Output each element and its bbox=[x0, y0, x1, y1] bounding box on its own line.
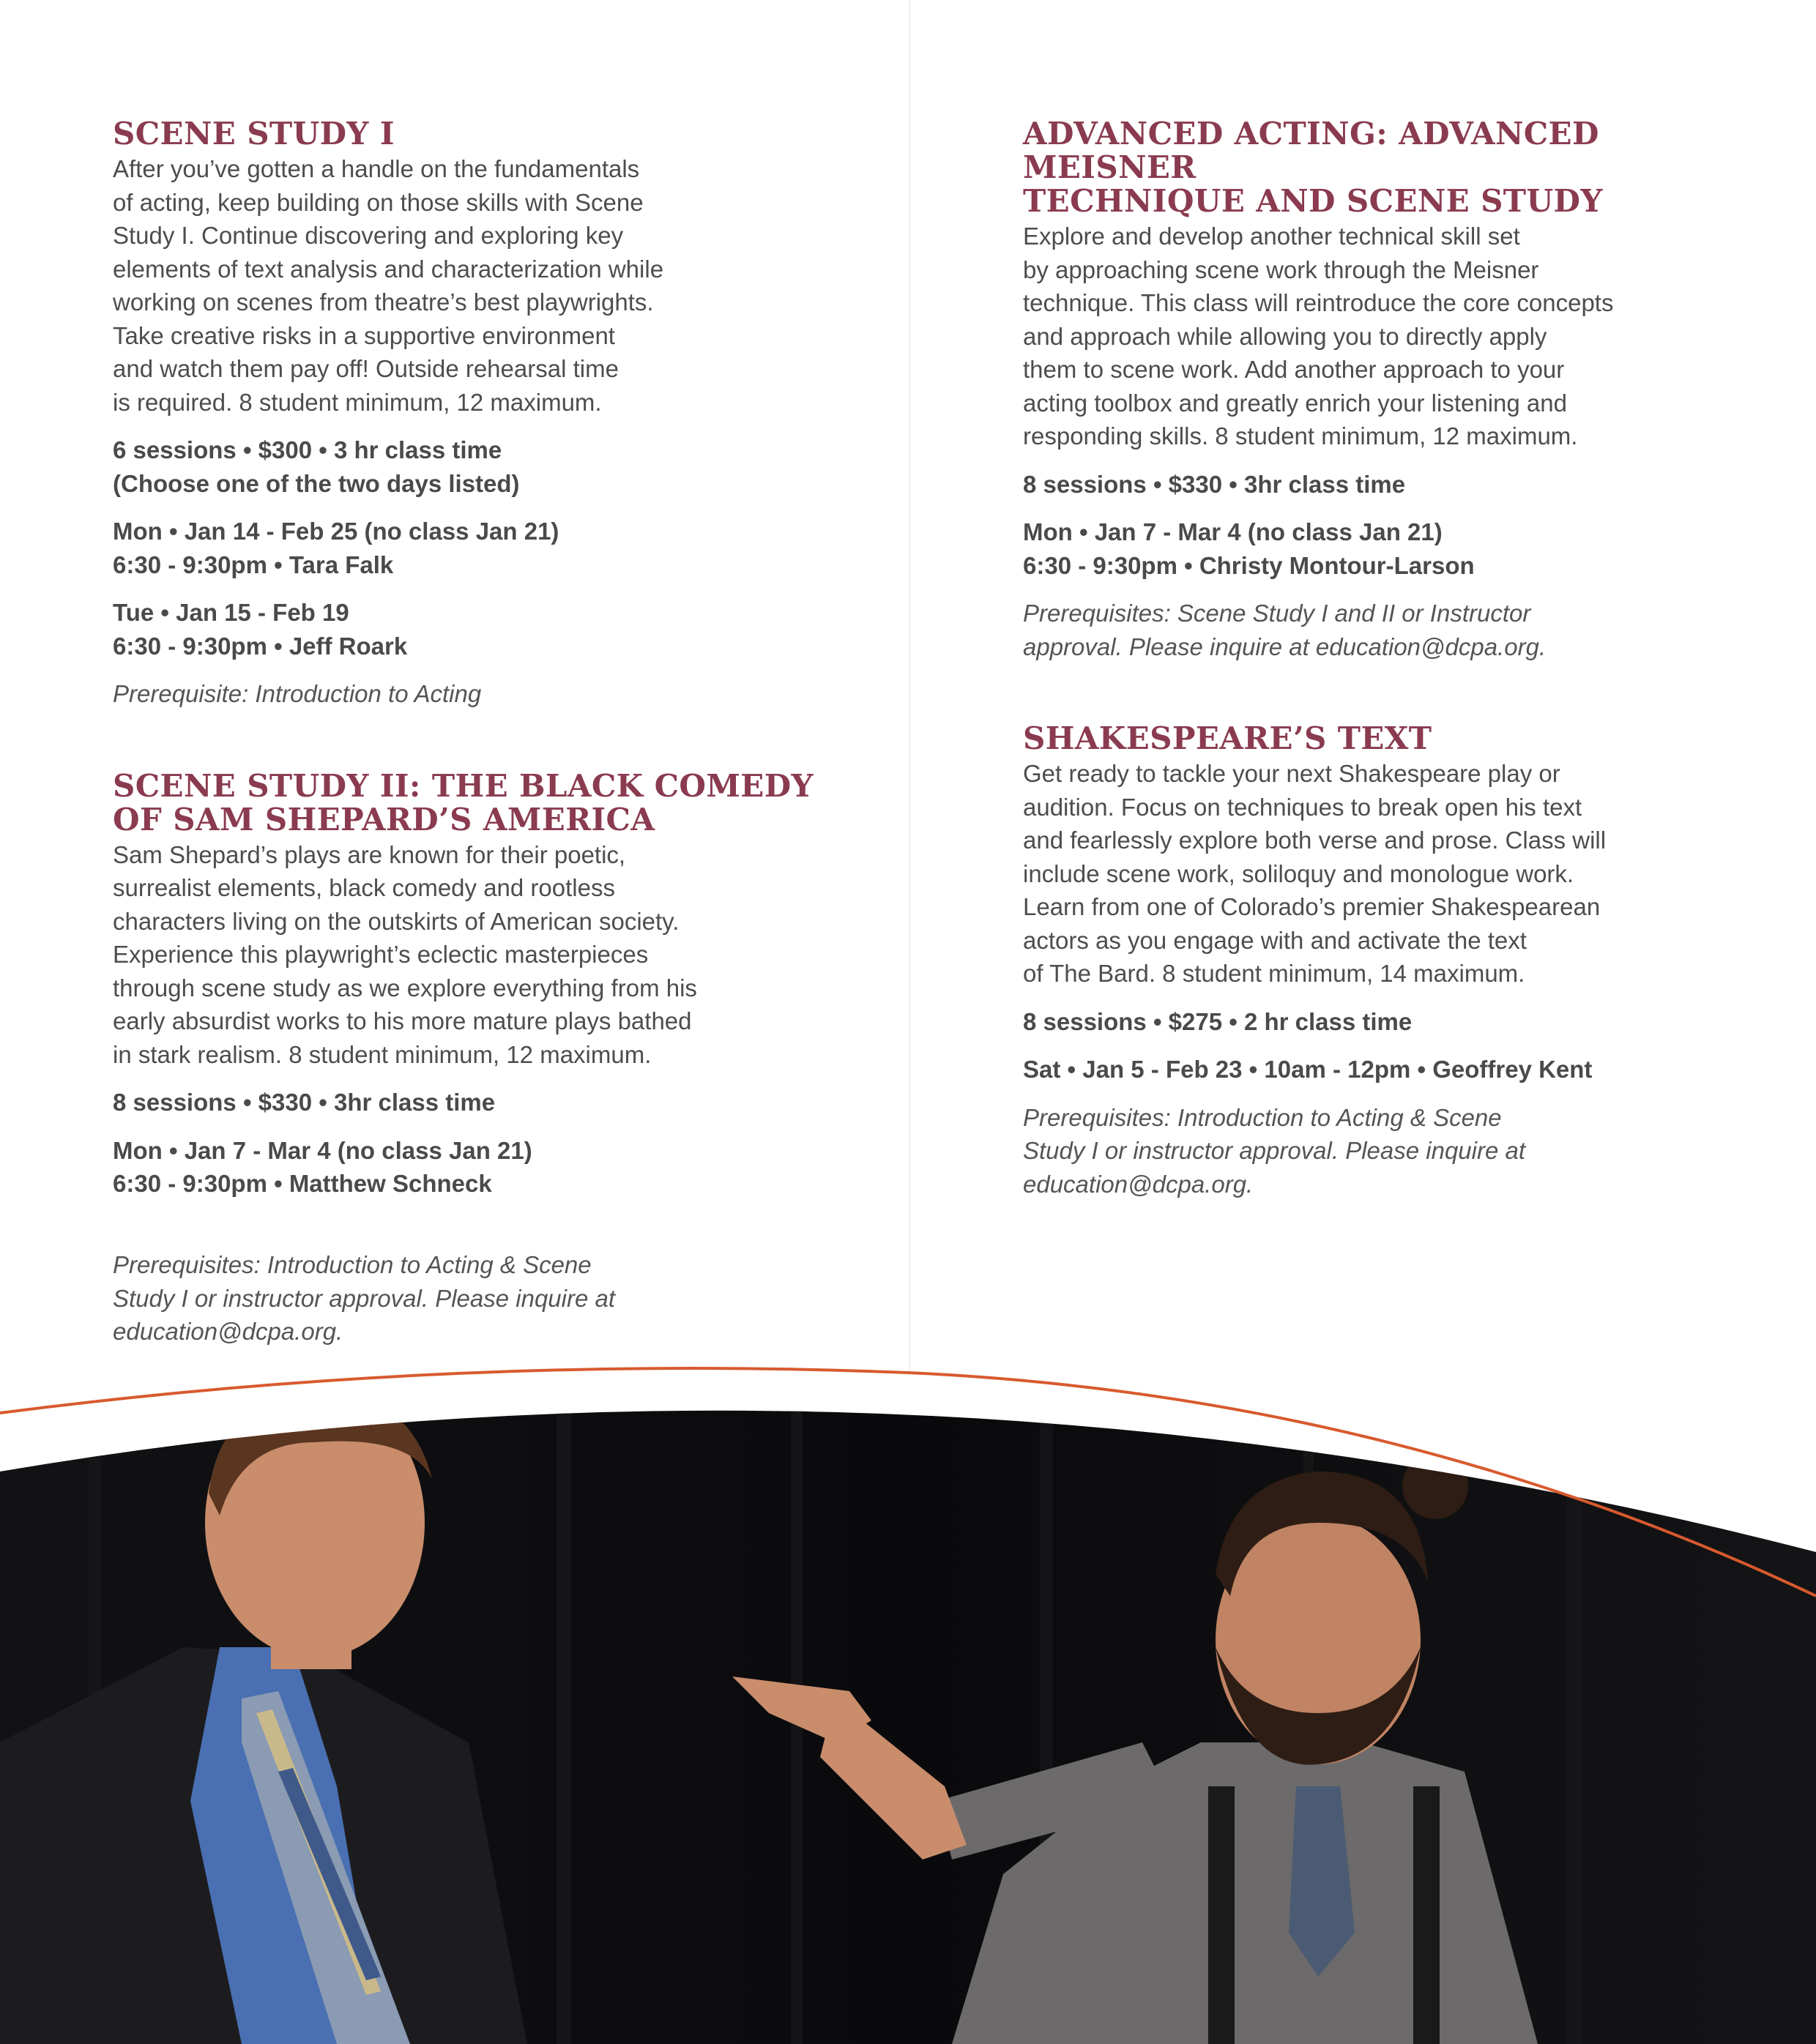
course-scene-study-1 bbox=[113, 117, 852, 711]
left-column bbox=[113, 117, 852, 1407]
course-prerequisites: Prerequisites: Introduction to Acting & Scene Study I or instructor approval. Please inquire at education@dcpa.org. bbox=[1023, 1103, 1526, 1198]
course-schedule: Tue • Jan 15 - Feb 19 6:30 - 9:30pm • Jeff Roark bbox=[113, 599, 408, 660]
course-prerequisites: Prerequisites: Scene Study I and II or Instructor approval. Please inquire at education@dcpa.org. bbox=[1023, 600, 1547, 660]
course-advanced-meisner bbox=[1023, 117, 1719, 663]
course-title: SHAKESPEARE’S TEXT bbox=[1023, 720, 1432, 756]
course-description: Explore and develop another technical skill set by approaching scene work through the Meisner technique. This class will reintroduce the core concepts and approach while allowing you to directly apply them to scene work. Add another approach to your acting toolbox and greatly enrich your listening and responding skills. 8 student minimum, 12 maximum. bbox=[1023, 223, 1614, 450]
course-title bbox=[113, 769, 852, 837]
prereq-text: Prerequisites: Introduction to Acting & Scene Study I or instructor approval. Please inquire at education@dcpa.org. bbox=[113, 1251, 616, 1345]
course-title-line: ADVANCED ACTING: ADVANCED MEISNER bbox=[1023, 116, 1599, 185]
course-schedule: Mon • Jan 7 - Mar 4 (no class Jan 21) 6:30 - 9:30pm • Matthew Schneck bbox=[113, 1136, 532, 1197]
course-title-line: TECHNIQUE AND SCENE STUDY bbox=[1023, 183, 1603, 219]
course-schedule: Mon • Jan 14 - Feb 25 (no class Jan 21) 6:30 - 9:30pm • Tara Falk bbox=[113, 518, 559, 578]
course-scene-study-2 bbox=[113, 769, 852, 1349]
course-title-line: OF SAM SHEPARD’S AMERICA bbox=[113, 801, 655, 838]
course-schedule: Sat • Jan 5 - Feb 23 • 10am - 12pm • Geoffrey Kent bbox=[1023, 1056, 1593, 1083]
course-description: Get ready to tackle your next Shakespeare play or audition. Focus on techniques to break open his text and fearlessly explore both verse and prose. Class will include scene work, soliloquy and monologue work. Learn from one of Colorado’s premier Shakespearean actors as you engage with and activate the text of The Bard. 8 student minimum, 14 maximum. bbox=[1023, 760, 1607, 987]
course-shakespeares-text bbox=[1023, 722, 1719, 1201]
course-prerequisites: Prerequisite: Introduction to Acting bbox=[113, 680, 482, 707]
page-fold-divider bbox=[909, 0, 910, 1376]
course-details: 8 sessions • $330 • 3hr class time bbox=[1023, 470, 1406, 498]
course-details: 8 sessions • $275 • 2 hr class time bbox=[1023, 1007, 1413, 1035]
stage-photo bbox=[0, 1332, 1816, 2044]
course-schedule: Mon • Jan 7 - Mar 4 (no class Jan 21) 6:30 - 9:30pm • Christy Montour-Larson bbox=[1023, 518, 1475, 579]
right-column bbox=[1023, 117, 1719, 1259]
course-description: After you’ve gotten a handle on the fundamentals of acting, keep building on those skills with Scene Study I. Continue discovering and exploring key elements of text analysis and characterization while working on scenes from theatre’s best playwrights. Take creative risks in a supportive environment and watch them pay off! Outside rehearsal time is required. 8 student minimum, 12 maximum. bbox=[113, 155, 664, 416]
course-title bbox=[1023, 117, 1719, 218]
course-title-line: SCENE STUDY II: THE BLACK COMEDY bbox=[113, 767, 814, 804]
course-description: Sam Shepard’s plays are known for their poetic, surrealist elements, black comedy and rootless characters living on the outskirts of American society. Experience this playwright’s eclectic masterpieces through scene study as we explore everything from his early absurdist works to his more mature plays bathed in stark realism. 8 student minimum, 12 maximum. bbox=[113, 840, 697, 1068]
course-details: 6 sessions • $300 • 3 hr class time (Choose one of the two days listed) bbox=[113, 436, 520, 497]
stage-photo-illustration bbox=[0, 1332, 1816, 2044]
course-details: 8 sessions • $330 • 3hr class time bbox=[113, 1089, 496, 1116]
course-prerequisites bbox=[113, 1215, 852, 1349]
course-title: SCENE STUDY I bbox=[113, 116, 395, 152]
